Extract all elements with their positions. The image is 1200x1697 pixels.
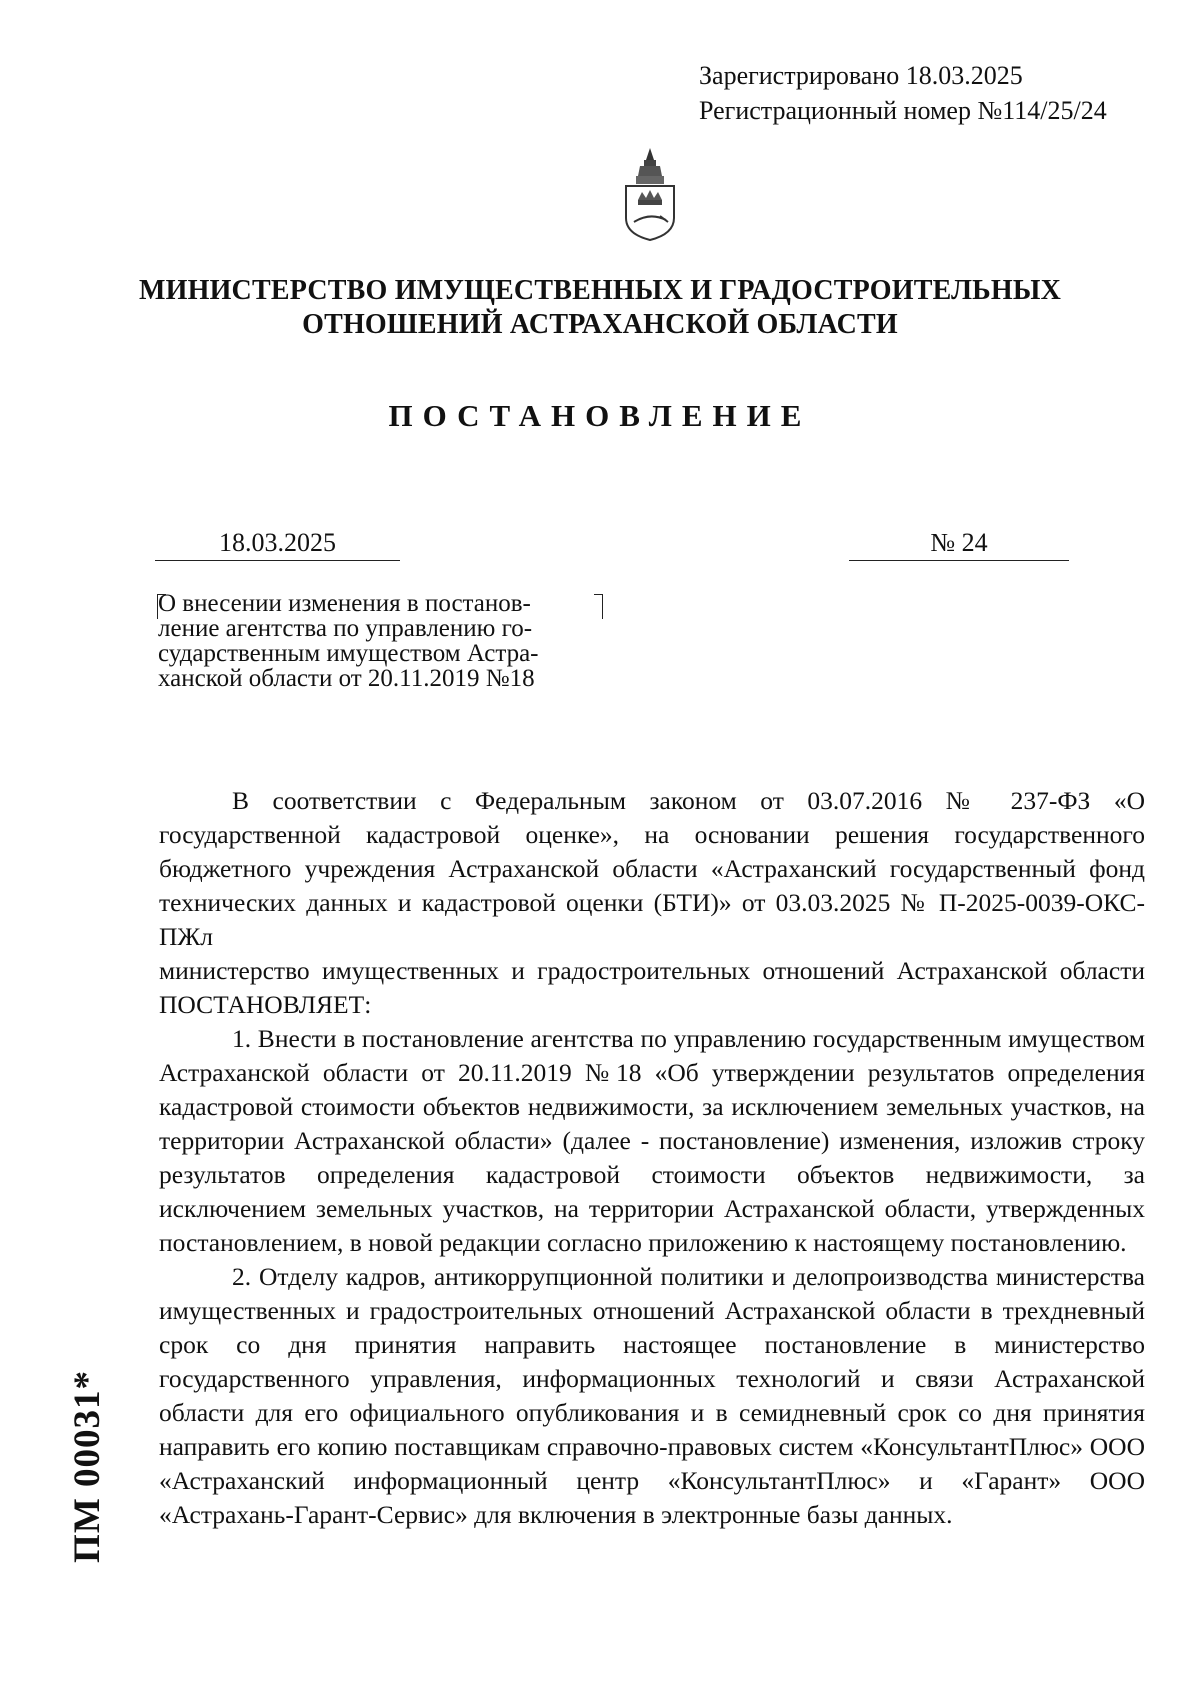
- registration-stamp: [699, 58, 1107, 128]
- subject-bracket-right: [594, 594, 603, 619]
- preamble-paragraph: В соответствии с Федеральным законом от 03.07.2016 № 237-ФЗ «О государственной кадастровой оценке», на основании решения государственного бюджетного учреждения Астраханской области «Астраханский государственный фонд технических данных и кадастровой оценки (БТИ)» от 03.03.2025 № П-2025-0039-ОКС-ПЖл: [159, 786, 1145, 951]
- resolving-paragraph: министерство имущественных и градостроительных отношений Астраханской области ПОСТАНОВЛЯЕТ:: [159, 956, 1145, 1019]
- subject-line: ление агентства по управлению го-: [158, 615, 533, 642]
- subject-line: О внесении изменения в постанов-: [158, 590, 531, 617]
- ministry-title-line2: ОТНОШЕНИЙ АСТРАХАНСКОЙ ОБЛАСТИ: [302, 309, 898, 340]
- registration-number: Регистрационный номер №114/25/24: [699, 96, 1107, 125]
- item-1-paragraph: 1. Внести в постановление агентства по управлению государственным имуществом Астраханской области от 20.11.2019 №18 «Об утверждении результатов определения кадастровой стоимости объектов недвижимости, за исключением земельных участков, на территории Астраханской области» (далее - постановление) изменения, изложив строку результатов определения кадастровой стоимости объектов недвижимости, за исключением земельных участков, на территории Астраханской области, утвержденных постановлением, в новой редакции согласно приложению к настоящему постановлению.: [159, 1024, 1145, 1257]
- side-code: ПМ 00031*: [67, 1370, 108, 1563]
- side-code-container: [66, 1370, 106, 1600]
- document-number: № 24: [849, 526, 1069, 561]
- subject-line: ханской области от 20.11.2019 №18: [158, 665, 535, 692]
- document-body: [159, 784, 1145, 1532]
- subject-line: сударственным имуществом Астра-: [158, 640, 539, 667]
- document-type: ПОСТАНОВЛЕНИЕ: [388, 398, 812, 433]
- document-subject: [158, 591, 594, 691]
- ministry-title: [100, 274, 1100, 342]
- ministry-title-line1: МИНИСТЕРСТВО ИМУЩЕСТВЕННЫХ И ГРАДОСТРОИТЕЛЬНЫХ: [138, 275, 1061, 306]
- coat-of-arms-icon: [620, 146, 680, 242]
- document-date: 18.03.2025: [155, 526, 400, 561]
- item-2-paragraph: 2. Отделу кадров, антикоррупционной политики и делопроизводства министерства имущественных и градостроительных отношений Астраханской области в трехдневный срок со дня принятия направить настоящее постановление в министерство государственного управления, информационных технологий и связи Астраханской области для его официального опубликования и в семидневный срок со дня принятия направить его копию поставщикам справочно-правовых систем «КонсультантПлюс» ООО «Астраханский информационный центр «КонсультантПлюс» и «Гарант» ООО «Астрахань-Гарант-Сервис» для включения в электронные базы данных.: [159, 1262, 1145, 1529]
- registration-date: Зарегистрировано 18.03.2025: [699, 61, 1023, 90]
